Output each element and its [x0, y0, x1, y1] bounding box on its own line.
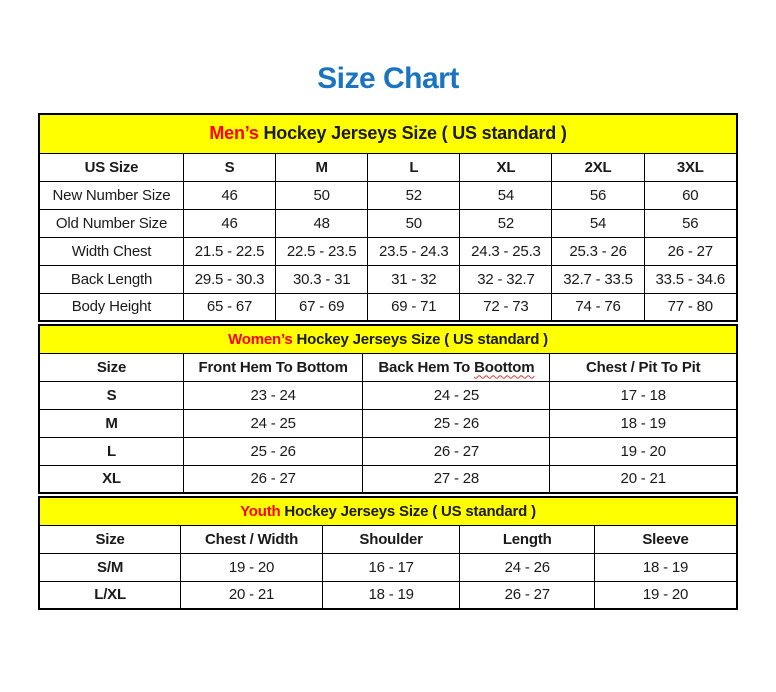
page-title: Size Chart	[317, 62, 459, 95]
row-label: Width Chest	[39, 237, 183, 265]
cell-value: 50	[368, 209, 460, 237]
band-rest-text: Hockey Jerseys Size ( US standard )	[280, 502, 536, 520]
cell-value: 26 - 27	[183, 465, 362, 493]
cell-value: 19 - 20	[550, 437, 737, 465]
band-rest-text: Hockey Jerseys Size ( US standard )	[292, 330, 548, 348]
table-row	[39, 265, 737, 293]
cell-value: 77 - 80	[644, 293, 737, 321]
youth-section-band	[39, 497, 737, 525]
cell-value: 56	[644, 209, 737, 237]
mens-section-band	[39, 114, 737, 153]
row-label: M	[39, 409, 183, 437]
cell-value: 52	[368, 181, 460, 209]
cell-value: 54	[460, 181, 552, 209]
size-table-mens	[38, 113, 738, 322]
cell-value: 32.7 - 33.5	[552, 265, 644, 293]
cell-value: 18 - 19	[550, 409, 737, 437]
cell-value: 74 - 76	[552, 293, 644, 321]
cell-value: 24.3 - 25.3	[460, 237, 552, 265]
cell-value: 20 - 21	[550, 465, 737, 493]
band-accent-text: Women’s	[228, 330, 293, 348]
row-label: L/XL	[39, 581, 181, 609]
cell-value: 17 - 18	[550, 381, 737, 409]
cell-value: 46	[183, 181, 275, 209]
cell-value: 30.3 - 31	[276, 265, 368, 293]
column-header: XL	[460, 153, 552, 181]
table-row	[39, 293, 737, 321]
column-header: Chest / Pit To Pit	[550, 353, 737, 381]
column-header: Length	[460, 525, 595, 553]
table-row	[39, 237, 737, 265]
cell-value: 50	[276, 181, 368, 209]
youth-header-row	[39, 525, 737, 553]
cell-value: 24 - 26	[460, 553, 595, 581]
cell-value: 69 - 71	[368, 293, 460, 321]
size-chart-tables	[38, 113, 738, 610]
column-header: L	[368, 153, 460, 181]
cell-value: 29.5 - 30.3	[183, 265, 275, 293]
table-row	[39, 437, 737, 465]
row-label: L	[39, 437, 183, 465]
row-label: Body Height	[39, 293, 183, 321]
cell-value: 26 - 27	[644, 237, 737, 265]
column-header: Back Hem To Boottom	[363, 353, 550, 381]
cell-value: 26 - 27	[460, 581, 595, 609]
cell-value: 22.5 - 23.5	[276, 237, 368, 265]
mens-band-row	[39, 114, 737, 153]
column-header: 3XL	[644, 153, 737, 181]
cell-value: 24 - 25	[363, 381, 550, 409]
cell-value: 23.5 - 24.3	[368, 237, 460, 265]
cell-value: 72 - 73	[460, 293, 552, 321]
cell-value: 25 - 26	[183, 437, 362, 465]
womens-header-row	[39, 353, 737, 381]
cell-value: 65 - 67	[183, 293, 275, 321]
cell-value: 26 - 27	[363, 437, 550, 465]
cell-value: 24 - 25	[183, 409, 362, 437]
column-header: Chest / Width	[181, 525, 323, 553]
cell-value: 27 - 28	[363, 465, 550, 493]
size-table-youth	[38, 496, 738, 610]
column-header: 2XL	[552, 153, 644, 181]
cell-value: 21.5 - 22.5	[183, 237, 275, 265]
column-header: Front Hem To Bottom	[183, 353, 362, 381]
row-label: S	[39, 381, 183, 409]
mens-header-row	[39, 153, 737, 181]
column-header: Sleeve	[595, 525, 737, 553]
cell-value: 16 - 17	[322, 553, 460, 581]
column-header: M	[276, 153, 368, 181]
row-label: Old Number Size	[39, 209, 183, 237]
row-label: Back Length	[39, 265, 183, 293]
cell-value: 31 - 32	[368, 265, 460, 293]
table-row	[39, 581, 737, 609]
cell-value: 52	[460, 209, 552, 237]
cell-value: 18 - 19	[322, 581, 460, 609]
cell-value: 19 - 20	[595, 581, 737, 609]
table-row	[39, 381, 737, 409]
cell-value: 19 - 20	[181, 553, 323, 581]
cell-value: 33.5 - 34.6	[644, 265, 737, 293]
table-row	[39, 553, 737, 581]
cell-value: 46	[183, 209, 275, 237]
band-accent-text: Men’s	[209, 123, 259, 144]
cell-value: 56	[552, 181, 644, 209]
cell-value: 48	[276, 209, 368, 237]
column-header: US Size	[39, 153, 183, 181]
misspelled-word: Boottom	[474, 358, 535, 376]
womens-section-band	[39, 325, 737, 353]
womens-band-row	[39, 325, 737, 353]
cell-value: 67 - 69	[276, 293, 368, 321]
table-row	[39, 465, 737, 493]
cell-value: 25 - 26	[363, 409, 550, 437]
cell-value: 60	[644, 181, 737, 209]
row-label: New Number Size	[39, 181, 183, 209]
column-header: Shoulder	[322, 525, 460, 553]
table-row	[39, 209, 737, 237]
cell-value: 23 - 24	[183, 381, 362, 409]
band-accent-text: Youth	[240, 502, 281, 520]
column-header: S	[183, 153, 275, 181]
row-label: XL	[39, 465, 183, 493]
row-label: S/M	[39, 553, 181, 581]
cell-value: 18 - 19	[595, 553, 737, 581]
youth-band-row	[39, 497, 737, 525]
column-header: Size	[39, 353, 183, 381]
size-table-womens	[38, 324, 738, 494]
cell-value: 32 - 32.7	[460, 265, 552, 293]
band-rest-text: Hockey Jerseys Size ( US standard )	[258, 123, 567, 144]
column-header: Size	[39, 525, 181, 553]
table-row	[39, 181, 737, 209]
table-row	[39, 409, 737, 437]
cell-value: 20 - 21	[181, 581, 323, 609]
cell-value: 54	[552, 209, 644, 237]
cell-value: 25.3 - 26	[552, 237, 644, 265]
